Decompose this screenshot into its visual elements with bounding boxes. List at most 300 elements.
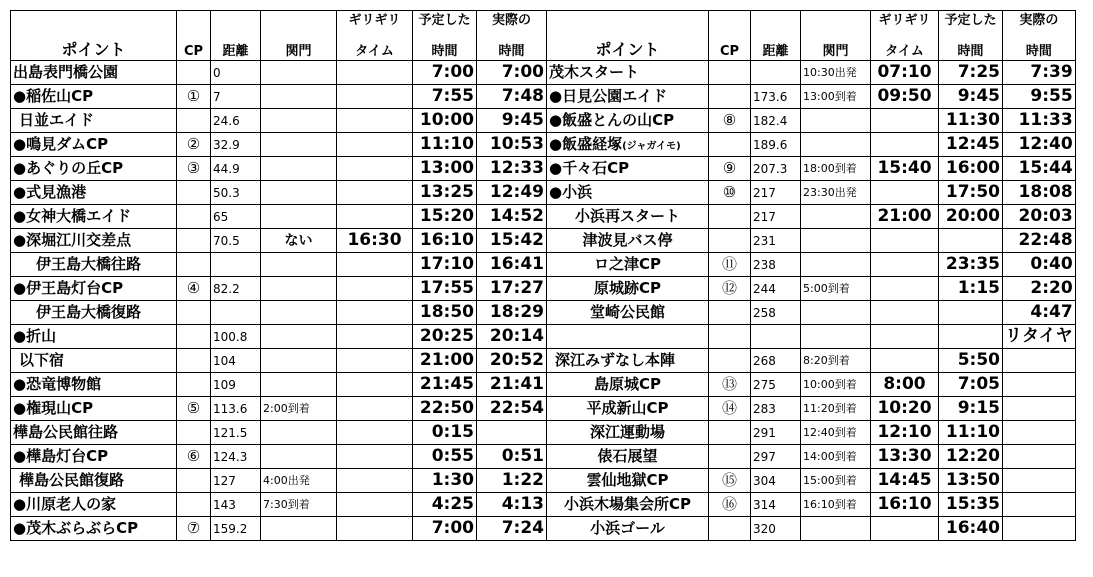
distance-km <box>751 325 801 349</box>
checkpoint-number <box>177 61 211 85</box>
point-name-text: 雲仙地獄CP <box>586 471 669 489</box>
point-name <box>547 445 709 469</box>
planned-time: 18:50 <box>413 301 477 325</box>
girigiri-time <box>337 205 413 229</box>
planned-time: 13:25 <box>413 181 477 205</box>
distance-km: 283 <box>751 397 801 421</box>
point-name-text: ロ之津CP <box>593 255 661 273</box>
point-name: ●式見漁港 <box>11 181 177 205</box>
header-actual-right: 実際の 時間 <box>1003 11 1076 61</box>
cutoff-gate <box>261 301 337 325</box>
cutoff-gate: 13:00到着 <box>801 85 871 109</box>
girigiri-time <box>337 85 413 109</box>
planned-time: 13:50 <box>939 469 1003 493</box>
actual-time: 7:39 <box>1003 61 1076 85</box>
point-name-text: ●千々石CP <box>549 159 630 177</box>
cutoff-gate <box>261 373 337 397</box>
girigiri-time: 15:40 <box>871 157 939 181</box>
checkpoint-number <box>709 229 751 253</box>
actual-time: 12:33 <box>477 157 547 181</box>
girigiri-time <box>871 133 939 157</box>
planned-time: 15:35 <box>939 493 1003 517</box>
distance-km: 70.5 <box>211 229 261 253</box>
planned-time: 21:00 <box>413 349 477 373</box>
planned-time: 11:10 <box>413 133 477 157</box>
cutoff-gate: 18:00到着 <box>801 157 871 181</box>
actual-time: 18:29 <box>477 301 547 325</box>
header-girigiri-right: ギリギリ タイム <box>871 11 939 61</box>
girigiri-time <box>337 493 413 517</box>
cutoff-gate <box>261 445 337 469</box>
planned-time: 15:20 <box>413 205 477 229</box>
point-name-text: 小浜再スタート <box>574 207 680 225</box>
actual-time <box>1003 397 1076 421</box>
actual-time: 0:40 <box>1003 253 1076 277</box>
girigiri-time: 21:00 <box>871 205 939 229</box>
point-name <box>547 109 709 133</box>
point-name <box>547 277 709 301</box>
actual-time: 0:51 <box>477 445 547 469</box>
cutoff-gate: 12:40到着 <box>801 421 871 445</box>
planned-time: 5:50 <box>939 349 1003 373</box>
point-name: ●稲佐山CP <box>11 85 177 109</box>
checkpoint-number <box>177 301 211 325</box>
header-point-right: ポイント <box>547 11 709 61</box>
cutoff-gate <box>261 85 337 109</box>
distance-km: 24.6 <box>211 109 261 133</box>
actual-time: 7:24 <box>477 517 547 541</box>
actual-time: 4:13 <box>477 493 547 517</box>
planned-time: 0:15 <box>413 421 477 445</box>
actual-time: 14:52 <box>477 205 547 229</box>
planned-time: 20:25 <box>413 325 477 349</box>
checkpoint-number <box>177 469 211 493</box>
actual-time: 17:27 <box>477 277 547 301</box>
distance-km: 258 <box>751 301 801 325</box>
point-name <box>547 85 709 109</box>
cutoff-gate: 11:20到着 <box>801 397 871 421</box>
checkpoint-number <box>709 61 751 85</box>
checkpoint-number <box>177 421 211 445</box>
point-name-text: 小浜ゴール <box>590 519 665 537</box>
cutoff-gate <box>801 301 871 325</box>
table-row <box>11 85 1076 109</box>
cutoff-gate <box>801 517 871 541</box>
girigiri-time <box>337 469 413 493</box>
cutoff-gate <box>261 109 337 133</box>
cutoff-gate <box>261 517 337 541</box>
table-row <box>11 157 1076 181</box>
distance-km: 65 <box>211 205 261 229</box>
table-row <box>11 517 1076 541</box>
table-row <box>11 349 1076 373</box>
planned-time: 17:50 <box>939 181 1003 205</box>
cutoff-gate: 5:00到着 <box>801 277 871 301</box>
girigiri-time <box>337 157 413 181</box>
cutoff-gate <box>261 325 337 349</box>
header-girigiri: ギリギリ タイム <box>337 11 413 61</box>
cutoff-gate <box>261 253 337 277</box>
distance-km <box>211 253 261 277</box>
actual-time: 12:40 <box>1003 133 1076 157</box>
point-name: ●女神大橋エイド <box>11 205 177 229</box>
table-row <box>11 397 1076 421</box>
planned-time: 7:55 <box>413 85 477 109</box>
distance-km: 113.6 <box>211 397 261 421</box>
point-name: 伊王島大橋復路 <box>11 301 177 325</box>
actual-time: 12:49 <box>477 181 547 205</box>
point-name: 樺島公民館復路 <box>11 469 177 493</box>
checkpoint-number <box>709 133 751 157</box>
planned-time: 16:40 <box>939 517 1003 541</box>
actual-time: 22:48 <box>1003 229 1076 253</box>
point-name <box>547 421 709 445</box>
girigiri-time <box>337 301 413 325</box>
point-name-text: ●飯盛経塚 <box>549 135 623 153</box>
girigiri-time <box>871 517 939 541</box>
planned-time: 13:00 <box>413 157 477 181</box>
distance-km <box>751 61 801 85</box>
girigiri-time: 13:30 <box>871 445 939 469</box>
distance-km: 159.2 <box>211 517 261 541</box>
planned-time: 7:00 <box>413 61 477 85</box>
point-name <box>547 373 709 397</box>
actual-time: 7:48 <box>477 85 547 109</box>
point-name <box>547 469 709 493</box>
header-cp-right: CP <box>709 11 751 61</box>
girigiri-time: 10:20 <box>871 397 939 421</box>
girigiri-time: 07:10 <box>871 61 939 85</box>
planned-time: 23:35 <box>939 253 1003 277</box>
cutoff-gate: ない <box>261 229 337 253</box>
checkpoint-number: ⑧ <box>709 109 751 133</box>
header-actual: 実際の 時間 <box>477 11 547 61</box>
girigiri-time <box>337 109 413 133</box>
distance-km: 238 <box>751 253 801 277</box>
checkpoint-number <box>177 349 211 373</box>
cutoff-gate <box>261 157 337 181</box>
point-name: ●あぐりの丘CP <box>11 157 177 181</box>
point-name: ●伊王島灯台CP <box>11 277 177 301</box>
checkpoint-number <box>709 421 751 445</box>
cutoff-gate: 16:10到着 <box>801 493 871 517</box>
cutoff-gate: 14:00到着 <box>801 445 871 469</box>
checkpoint-number <box>709 445 751 469</box>
point-name-text: 島原城CP <box>593 375 661 393</box>
distance-km: 244 <box>751 277 801 301</box>
point-name: ●樺島灯台CP <box>11 445 177 469</box>
point-name-text: 原城跡CP <box>593 279 661 297</box>
point-name-text: 津波見バス停 <box>582 231 673 249</box>
actual-time: 20:14 <box>477 325 547 349</box>
checkpoint-number <box>177 493 211 517</box>
planned-time: 9:15 <box>939 397 1003 421</box>
distance-km: 231 <box>751 229 801 253</box>
checkpoint-number <box>709 205 751 229</box>
planned-time: 17:55 <box>413 277 477 301</box>
planned-time: 12:45 <box>939 133 1003 157</box>
girigiri-time <box>871 181 939 205</box>
table-row <box>11 229 1076 253</box>
actual-time: 2:20 <box>1003 277 1076 301</box>
distance-km: 0 <box>211 61 261 85</box>
actual-time: 10:53 <box>477 133 547 157</box>
checkpoint-number: ③ <box>177 157 211 181</box>
girigiri-time: 09:50 <box>871 85 939 109</box>
planned-time: 1:15 <box>939 277 1003 301</box>
table-row <box>11 325 1076 349</box>
table-row <box>11 109 1076 133</box>
point-name <box>547 301 709 325</box>
point-name <box>547 181 709 205</box>
point-name: 以下宿 <box>11 349 177 373</box>
point-name <box>547 157 709 181</box>
planned-time: 17:10 <box>413 253 477 277</box>
planned-time <box>939 325 1003 349</box>
cutoff-gate <box>261 421 337 445</box>
table-row <box>11 181 1076 205</box>
distance-km: 297 <box>751 445 801 469</box>
point-name: ●鳴見ダムCP <box>11 133 177 157</box>
actual-time <box>1003 493 1076 517</box>
cutoff-gate <box>261 133 337 157</box>
point-name-text: ●飯盛とんの山CP <box>549 111 675 129</box>
planned-time: 12:20 <box>939 445 1003 469</box>
planned-time: 11:10 <box>939 421 1003 445</box>
header-point: ポイント <box>11 11 177 61</box>
planned-time: 11:30 <box>939 109 1003 133</box>
distance-km: 217 <box>751 181 801 205</box>
table-row <box>11 493 1076 517</box>
distance-km: 268 <box>751 349 801 373</box>
actual-time <box>1003 517 1076 541</box>
distance-km: 50.3 <box>211 181 261 205</box>
girigiri-time <box>337 349 413 373</box>
actual-time: 20:52 <box>477 349 547 373</box>
header-gate: 関門 <box>261 11 337 61</box>
point-name <box>547 61 709 85</box>
girigiri-time <box>871 229 939 253</box>
point-name: 樺島公民館往路 <box>11 421 177 445</box>
cutoff-gate <box>261 349 337 373</box>
header-cp: CP <box>177 11 211 61</box>
checkpoint-number <box>177 253 211 277</box>
cutoff-gate: 10:30出発 <box>801 61 871 85</box>
table-row <box>11 253 1076 277</box>
table-row <box>11 301 1076 325</box>
girigiri-time <box>337 517 413 541</box>
point-name <box>547 349 709 373</box>
cutoff-gate: 15:00到着 <box>801 469 871 493</box>
header-row <box>11 11 1076 61</box>
planned-time: 0:55 <box>413 445 477 469</box>
checkpoint-number: ⑨ <box>709 157 751 181</box>
checkpoint-number <box>177 229 211 253</box>
girigiri-time: 16:10 <box>871 493 939 517</box>
distance-km: 314 <box>751 493 801 517</box>
checkpoint-number: ⑮ <box>709 469 751 493</box>
girigiri-time: 14:45 <box>871 469 939 493</box>
table-row <box>11 445 1076 469</box>
checkpoint-number: ⑭ <box>709 397 751 421</box>
actual-time <box>1003 349 1076 373</box>
actual-time: リタイヤ <box>1003 325 1076 349</box>
distance-km: 32.9 <box>211 133 261 157</box>
point-name <box>547 253 709 277</box>
table-row <box>11 61 1076 85</box>
point-name <box>547 493 709 517</box>
point-name-text: ●小浜 <box>549 183 593 201</box>
girigiri-time <box>871 253 939 277</box>
planned-time: 7:05 <box>939 373 1003 397</box>
table-row <box>11 133 1076 157</box>
girigiri-time <box>871 301 939 325</box>
cutoff-gate <box>261 205 337 229</box>
actual-time: 22:54 <box>477 397 547 421</box>
cutoff-gate <box>801 205 871 229</box>
point-name-text: 小浜木場集会所CP <box>563 495 691 513</box>
planned-time <box>939 301 1003 325</box>
checkpoint-number: ⑥ <box>177 445 211 469</box>
distance-km: 275 <box>751 373 801 397</box>
planned-time: 7:25 <box>939 61 1003 85</box>
checkpoint-number <box>709 85 751 109</box>
header-gate-right: 関門 <box>801 11 871 61</box>
point-name: ●権現山CP <box>11 397 177 421</box>
checkpoint-number: ⑬ <box>709 373 751 397</box>
checkpoint-number <box>709 517 751 541</box>
point-name: 出島表門橋公園 <box>11 61 177 85</box>
point-name <box>547 205 709 229</box>
point-name: 伊王島大橋往路 <box>11 253 177 277</box>
point-name <box>547 517 709 541</box>
point-name: ●折山 <box>11 325 177 349</box>
planned-time: 16:10 <box>413 229 477 253</box>
point-name <box>547 397 709 421</box>
actual-time <box>477 421 547 445</box>
point-name-text: ●日見公園エイド <box>549 87 668 105</box>
distance-km: 100.8 <box>211 325 261 349</box>
girigiri-time: 12:10 <box>871 421 939 445</box>
planned-time: 16:00 <box>939 157 1003 181</box>
checkpoint-number <box>177 109 211 133</box>
point-name <box>547 133 709 157</box>
checkpoint-number <box>709 349 751 373</box>
checkpoint-number <box>177 325 211 349</box>
checkpoint-number: ① <box>177 85 211 109</box>
cutoff-gate <box>801 133 871 157</box>
actual-time: 16:41 <box>477 253 547 277</box>
cutoff-gate <box>261 61 337 85</box>
cutoff-gate <box>801 109 871 133</box>
checkpoint-number <box>177 373 211 397</box>
distance-km: 189.6 <box>751 133 801 157</box>
actual-time: 4:47 <box>1003 301 1076 325</box>
girigiri-time: 16:30 <box>337 229 413 253</box>
actual-time: 9:45 <box>477 109 547 133</box>
cutoff-gate: 2:00到着 <box>261 397 337 421</box>
cutoff-gate <box>801 253 871 277</box>
point-name <box>547 229 709 253</box>
planned-time: 22:50 <box>413 397 477 421</box>
point-name: ●恐竜博物館 <box>11 373 177 397</box>
actual-time <box>1003 445 1076 469</box>
checkpoint-number <box>177 205 211 229</box>
checkpoint-number: ② <box>177 133 211 157</box>
table-row <box>11 469 1076 493</box>
distance-km: 127 <box>211 469 261 493</box>
point-name-text: 深江運動場 <box>589 423 665 441</box>
planned-time: 10:00 <box>413 109 477 133</box>
actual-time: 20:03 <box>1003 205 1076 229</box>
distance-km <box>211 301 261 325</box>
checkpoint-number <box>709 325 751 349</box>
checkpoint-number: ⑩ <box>709 181 751 205</box>
girigiri-time: 8:00 <box>871 373 939 397</box>
distance-km: 207.3 <box>751 157 801 181</box>
actual-time: 15:42 <box>477 229 547 253</box>
girigiri-time <box>871 277 939 301</box>
actual-time: 11:33 <box>1003 109 1076 133</box>
planned-time: 21:45 <box>413 373 477 397</box>
actual-time: 9:55 <box>1003 85 1076 109</box>
table-row <box>11 373 1076 397</box>
checkpoint-number <box>709 301 751 325</box>
girigiri-time <box>337 253 413 277</box>
cutoff-gate: 10:00到着 <box>801 373 871 397</box>
actual-time <box>1003 373 1076 397</box>
girigiri-time <box>871 349 939 373</box>
girigiri-time <box>337 421 413 445</box>
actual-time <box>1003 469 1076 493</box>
distance-km: 217 <box>751 205 801 229</box>
cutoff-gate: 23:30出発 <box>801 181 871 205</box>
table-row <box>11 421 1076 445</box>
distance-km: 104 <box>211 349 261 373</box>
point-name <box>547 325 709 349</box>
girigiri-time <box>871 325 939 349</box>
point-name: ●川原老人の家 <box>11 493 177 517</box>
actual-time: 7:00 <box>477 61 547 85</box>
cutoff-gate: 4:00出発 <box>261 469 337 493</box>
girigiri-time <box>337 277 413 301</box>
planned-time: 20:00 <box>939 205 1003 229</box>
cutoff-gate <box>801 229 871 253</box>
actual-time: 18:08 <box>1003 181 1076 205</box>
point-name-note: (ジャガイモ) <box>622 141 681 152</box>
girigiri-time <box>337 445 413 469</box>
point-name-text: 平成新山CP <box>586 399 669 417</box>
table-row <box>11 277 1076 301</box>
checkpoint-number: ⑫ <box>709 277 751 301</box>
point-name: ●深堀江川交差点 <box>11 229 177 253</box>
distance-km: 173.6 <box>751 85 801 109</box>
actual-time: 21:41 <box>477 373 547 397</box>
race-schedule-table <box>10 10 1076 541</box>
distance-km: 291 <box>751 421 801 445</box>
actual-time <box>1003 421 1076 445</box>
cutoff-gate: 7:30到着 <box>261 493 337 517</box>
checkpoint-number <box>177 181 211 205</box>
checkpoint-number: ④ <box>177 277 211 301</box>
point-name-text: 茂木スタート <box>549 63 640 81</box>
girigiri-time <box>337 61 413 85</box>
girigiri-time <box>337 325 413 349</box>
planned-time <box>939 229 1003 253</box>
distance-km: 304 <box>751 469 801 493</box>
distance-km: 82.2 <box>211 277 261 301</box>
girigiri-time <box>337 373 413 397</box>
